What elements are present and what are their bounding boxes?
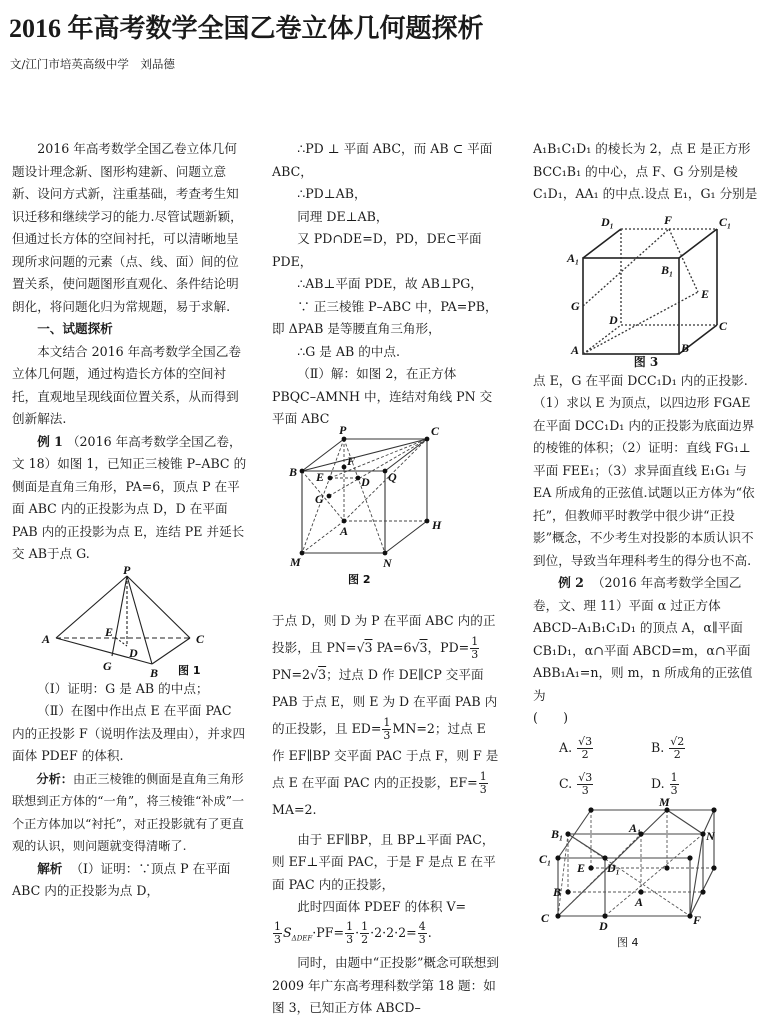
- point-B1: [565, 831, 570, 836]
- option-fraction: [670, 772, 679, 797]
- column-3: [533, 138, 759, 952]
- denominator: 3: [581, 783, 589, 797]
- label-G: G: [103, 658, 112, 673]
- hidden-line: [558, 834, 568, 916]
- edge-ed-hidden: [116, 638, 127, 646]
- text-run: PA=6: [372, 639, 412, 655]
- label-D1: D₁: [601, 214, 614, 229]
- edge-b1c1: [679, 229, 717, 258]
- paragraph: 由于 EF∥BP，且 BP⊥平面 PAC，则 EF⊥平面 PAC，于是 F 是点 E 在平面 PAC 内的正投影，: [272, 831, 496, 892]
- label-C: C: [541, 910, 550, 925]
- edge-pg: [112, 576, 127, 656]
- volume-formula: [272, 919, 500, 953]
- label-F: F: [664, 212, 673, 227]
- label-F: F: [347, 453, 356, 468]
- solution-label: 解析: [37, 860, 63, 876]
- numerator: √3: [578, 734, 593, 748]
- text-run: ；过点 D 作 DE∥CP 交平面 PAB 于点 E，则 E 为 D 在平面 PAB 内的正投影，且 ED=: [272, 666, 498, 736]
- edge-a1d1: [583, 229, 621, 258]
- figure-2-caption: 图 2: [348, 572, 371, 586]
- label-C: C: [719, 318, 728, 333]
- sqrt-radicand: 3: [419, 639, 428, 655]
- denominator: 3: [479, 782, 487, 796]
- label-D: D: [129, 645, 138, 660]
- figure-2: [272, 422, 500, 607]
- figure-4-prism: [533, 794, 759, 952]
- paragraph: 此时四面体 PDEF 的体积 V=: [297, 899, 467, 914]
- point-P: [342, 436, 347, 441]
- point: [711, 865, 716, 870]
- point-G: [327, 493, 332, 498]
- denominator: 2: [581, 747, 589, 761]
- numerator: 1: [471, 634, 479, 648]
- label-A: A: [42, 631, 51, 646]
- point-E: [588, 865, 593, 870]
- label-N: N: [706, 828, 715, 843]
- numerator: 4: [418, 919, 426, 933]
- numerator: √2: [670, 734, 685, 748]
- label-A1: A₁: [629, 820, 642, 835]
- numerator: 1: [361, 919, 369, 933]
- numerator: 1: [479, 769, 487, 783]
- denominator: 3: [471, 647, 479, 661]
- example2-text: （2016 年高考数学全国乙卷，文、理 11）平面 α 过正方体 ABCD–A₁B₁C₁D₁ 的顶点 A，α∥平面 CB₁D₁，α∩平面 ABCD=m，α∩平面 ABB₁A₁=n，则 m，n 所成角的正弦值为: [533, 575, 753, 703]
- denominator: 3: [418, 932, 426, 946]
- label-E: E: [316, 469, 325, 484]
- point-N: [700, 831, 705, 836]
- option-fraction: [577, 736, 593, 761]
- edge-mn: [667, 810, 703, 834]
- proof-line: （Ⅱ）解：如图 2，在正方体 PBQC–AMNH 中，连结对角线 PN 交平面 ABC: [272, 366, 493, 426]
- point-Q: [383, 468, 388, 473]
- proof-line: ∴AB⊥平面 PDE，故 AB⊥PG，: [297, 276, 483, 291]
- text-run: ·: [355, 924, 360, 940]
- option-a[interactable]: [559, 730, 651, 766]
- answer-blank: ( ): [533, 710, 569, 725]
- hidden-line: [605, 834, 703, 916]
- edge-pc: [127, 576, 190, 638]
- point-B: [565, 889, 570, 894]
- denominator: 3: [346, 932, 354, 946]
- numerator: 1: [346, 919, 354, 933]
- section-paragraph: 本文结合 2016 年高考数学全国乙卷立体几何题，通过构造长方体的空间衬托，直观地呈现线面位置关系，从而得到创新解法.: [12, 343, 241, 426]
- fraction-one-half: [360, 921, 369, 946]
- denominator: 2: [361, 932, 369, 946]
- example1-label: 例 1: [37, 433, 63, 449]
- section-heading: 一、试题探析: [37, 321, 113, 336]
- label-E: E: [105, 624, 114, 639]
- numerator: 1: [670, 770, 678, 784]
- label-A: A: [571, 342, 580, 357]
- point-C1: [555, 855, 560, 860]
- paragraph: 同时，由题中“正投影”概念可联想到 2009 年广东高考理科数学第 18 题：如图 3，已知正方体 ABCD–: [272, 955, 499, 1016]
- paragraph: A₁B₁C₁D₁ 的棱长为 2，点 E 是正方形 BCC₁B₁ 的中心，点 F、G 分别是棱 C₁D₁，AA₁ 的中点.设点 E₁，G₁ 分别是: [533, 141, 758, 201]
- label-C1: C₁: [719, 214, 732, 229]
- figure-2-cube: [272, 422, 500, 607]
- label-A: A: [635, 894, 644, 909]
- option-fraction: [669, 736, 685, 761]
- label-B: B: [150, 665, 159, 680]
- label-B1: B₁: [551, 826, 564, 841]
- label-M: M: [290, 554, 301, 569]
- proof-line: 又 PD∩DE=D，PD，DE⊂平面 PDE，: [272, 231, 482, 269]
- point-C: [555, 913, 560, 918]
- point: [687, 855, 692, 860]
- label-M: M: [659, 794, 670, 809]
- point-A: [638, 889, 643, 894]
- text-run: PN=: [272, 666, 303, 682]
- text-run: 2: [302, 666, 311, 682]
- figure-1: [12, 562, 248, 680]
- option-label: D.: [651, 775, 665, 791]
- proof-line: ∴G 是 AB 的中点.: [297, 343, 400, 359]
- label-D: D: [609, 312, 618, 327]
- column-2: [272, 138, 500, 1020]
- label-B: B: [289, 464, 298, 479]
- edge-ma-hidden: [302, 521, 344, 553]
- proof-line: ∵ 正三棱锥 P–ABC 中，PA=PB，即 ΔPAB 是等腰直角三角形，: [272, 298, 498, 336]
- figure-3: [533, 206, 759, 357]
- option-label: B.: [651, 739, 665, 755]
- numerator: 1: [274, 919, 281, 933]
- label-C: C: [196, 631, 205, 646]
- text-run: ·2·2·2=: [370, 924, 417, 940]
- figure-1-caption: 图 1: [178, 663, 201, 677]
- example1-text: （2016 年高考数学全国乙卷，文 18）如图 1，已知正三棱锥 P–ABC 的侧面是直角三角形，PA=6，顶点 P 在平面 ABC 内的正投影为点 D，D 在平面 PAB 内的正投影为点 E，连结 PE 并延长交 AB于点 G.: [12, 433, 247, 561]
- text-run: ·PF=: [312, 924, 345, 940]
- answer-options: [533, 730, 759, 802]
- paragraph: 点 E，G 在平面 DCC₁D₁ 内的正投影.（1）求以 E 为顶点，以四边形 FGAE 在平面 DCC₁D₁ 内的正投影为底面边界的棱锥的体积；（2）证明：直线 FG₁⊥平面 FEE₁；（3）求异面直线 E₁G₁ 与 EA 所成角的正弦值.试题以正方体为“依托”，但教师平时教学中很少讲“正投影”概念，不少考生对投影的本质认识不到位，导致当年理科考生的得分也不高.: [533, 372, 755, 568]
- label-G: G: [571, 298, 580, 313]
- point-D: [602, 913, 607, 918]
- fraction-one-third: [345, 921, 354, 946]
- point-D: [356, 475, 361, 480]
- area-symbol: S: [283, 924, 292, 940]
- edge-pa: [56, 576, 127, 638]
- point-D1: [602, 855, 607, 860]
- label-P: P: [339, 422, 347, 437]
- label-H: H: [432, 517, 442, 532]
- point: [700, 889, 705, 894]
- fraction-four-thirds: [418, 921, 427, 946]
- edge-bc: [302, 439, 427, 471]
- text-run: MA=2.: [272, 801, 317, 817]
- label-E: E: [577, 860, 586, 875]
- label-Q: Q: [388, 469, 397, 484]
- fraction-one-third: [382, 717, 391, 742]
- label-C: C: [431, 423, 440, 438]
- example2-label: 例 2: [558, 575, 584, 590]
- option-fraction: [577, 772, 593, 797]
- option-c[interactable]: [559, 766, 651, 802]
- label-D: D: [361, 474, 370, 489]
- point-E: [328, 475, 333, 480]
- solution-text: （Ⅰ）证明：∵顶点 P 在平面 ABC 内的正投影为点 D，: [12, 860, 231, 898]
- denominator: 3: [383, 728, 391, 742]
- option-b[interactable]: [651, 730, 743, 766]
- sqrt-radicand: 3: [318, 666, 327, 682]
- figure-1-pyramid: [12, 562, 248, 680]
- line-ec-hidden: [330, 439, 427, 478]
- label-A1: A₁: [567, 250, 580, 265]
- figure-4: [533, 794, 759, 952]
- point-F: [342, 464, 347, 469]
- numerator: 1: [383, 715, 391, 729]
- label-A: A: [340, 523, 349, 538]
- point-C: [425, 436, 430, 441]
- line-gf: [583, 229, 669, 306]
- point-A: [342, 518, 347, 523]
- question-2: （Ⅱ）在图中作出点 E 在平面 PAC 内的正投影 F（说明作法及理由），并求四面体 PDEF 的体积.: [12, 703, 246, 763]
- fraction-one-third: [273, 921, 282, 946]
- denominator: 3: [670, 783, 678, 797]
- edge-ad-hidden: [583, 325, 621, 354]
- point-F: [687, 913, 692, 918]
- label-P: P: [123, 562, 131, 577]
- point: [711, 807, 716, 812]
- denominator: 3: [274, 932, 281, 946]
- question-1: （Ⅰ）证明：G 是 AB 的中点；: [37, 680, 209, 696]
- numerator: √3: [578, 770, 593, 784]
- label-B: B: [553, 884, 562, 899]
- label-G: G: [315, 491, 324, 506]
- point: [664, 865, 669, 870]
- label-B1: B₁: [661, 262, 674, 277]
- text-run: MN=2；过点 E 作 EF∥BP 交平面 PAC 于点 F，则 F 是点 E 在平面 PAC 内的正投影，EF=: [272, 720, 499, 790]
- edge-bc: [152, 638, 190, 664]
- text-run: ，PD=: [427, 639, 470, 655]
- figure-3-cube: [533, 206, 759, 357]
- label-D1: D₁: [607, 860, 620, 875]
- column-1: [12, 138, 248, 903]
- text-run: .: [427, 924, 432, 940]
- text-run: 于点 D，则 D 为 P 在平面 ABC 内的正投影，且 PN=: [272, 612, 496, 655]
- sqrt-radicand: 3: [364, 639, 373, 655]
- analysis-text: 由正三棱锥的侧面是直角三角形联想到正方体的“一角”，将三棱锥“补成”一个正方体加以“衬托”，对正投影就有了更直观的认识，则问题就变得清晰了.: [12, 771, 245, 853]
- label-F: F: [693, 912, 702, 927]
- author-line: 文/江门市培英高级中学 刘品德: [10, 57, 175, 71]
- line-fe: [669, 229, 698, 292]
- label-C1: C₁: [539, 851, 552, 866]
- point-N: [383, 550, 388, 555]
- point-B: [300, 468, 305, 473]
- denominator: 2: [673, 747, 681, 761]
- intro-paragraph: 2016 年高考数学全国乙卷立体几何题设计理念新、图形构建新、问题立意新、设问方式新，注重基础，考查考生知识迁移和继续学习的能力.尽管试题新颖，但通过长方体的空间衬托，可以清晰地呈现所求问题的元素（点、线、面）间的位置关系，使问题图形直观化、条件结论明朗化，将问题化归为常规题，易于求解.: [12, 141, 243, 314]
- area-subscript: ΔDEF: [291, 934, 313, 943]
- edge-nh: [385, 521, 427, 553]
- figure-3-caption: 图 3: [633, 354, 659, 369]
- article-title: 2016 年高考数学全国乙卷立体几何题探析: [9, 14, 484, 43]
- fraction-one-third: [479, 771, 488, 796]
- option-label: A.: [559, 739, 573, 755]
- label-E: E: [701, 286, 710, 301]
- point: [588, 807, 593, 812]
- proof-line: ∴PD ⊥ 平面 ABC，而 AB ⊂ 平面 ABC，: [272, 141, 493, 179]
- label-D: D: [599, 918, 608, 933]
- fraction-one-third: [470, 636, 479, 661]
- option-label: C.: [559, 775, 573, 791]
- figure-4-caption: 图 4: [617, 935, 639, 949]
- proof-line: 同理 DE⊥AB，: [297, 208, 389, 224]
- edge-qc: [385, 439, 427, 471]
- label-B: B: [681, 340, 690, 355]
- analysis-label: 分析：: [36, 771, 73, 786]
- label-N: N: [383, 555, 392, 570]
- proof-line: ∴PD⊥AB，: [297, 186, 367, 201]
- projection-paragraph: 于点 D，则 D 为 P 在平面 ABC 内的正投影，且 PN=√3 PA=6√3，PD= $\frac{1}{3}$ PN=2√3；过点 D 作 DE∥CP 交平面 PAB 于点 E，则 E 为 D 在平面 PAB 内的正投影，且 ED= $\frac{1}{3}$ MN=2；过点 E 作 EF∥BP 交平面 PAC 于点 F，则 F 是点 E 在平面 PAC 内的正投影，EF= $\frac{1}{3}$ MA=2.: [272, 612, 499, 817]
- point-H: [425, 518, 430, 523]
